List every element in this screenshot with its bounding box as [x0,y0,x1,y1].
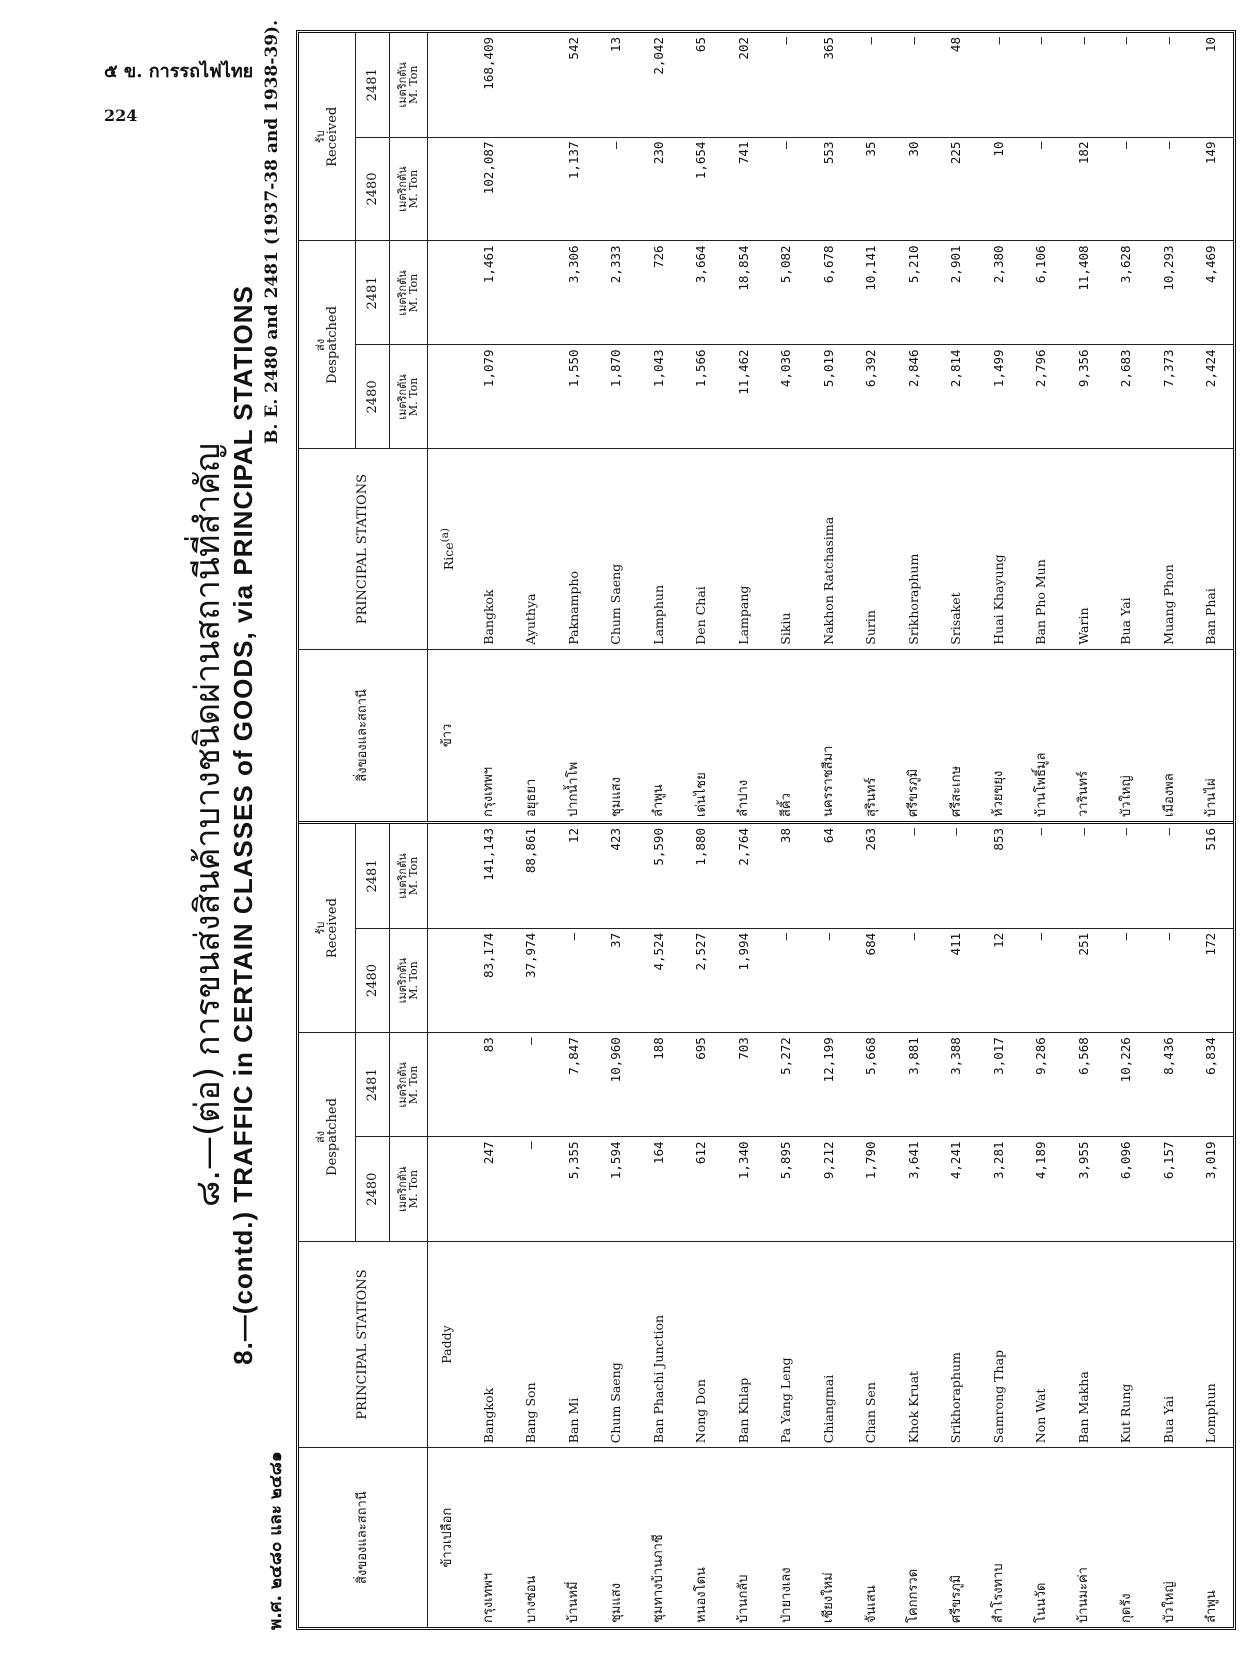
station-thai: ศรีขรภูมิ [948,1574,964,1623]
col-thai-station: สิ่งของและสถานี [299,1448,427,1627]
received-2480: — [1020,928,1063,1032]
station-english: Bua Yai [1148,1241,1191,1447]
received-2480: 30 [893,137,936,241]
despatched-2481: 3,881 [893,1033,936,1137]
received-2481: 1,880 [680,824,723,928]
station-thai: กรุงเทพฯ [481,1572,497,1623]
table-row [808,824,851,1627]
received-2480: 1,994 [723,928,766,1032]
station-thai: ชุมทางบ้านภาชี [651,1534,667,1623]
table-row [553,824,596,1627]
received-2481: 365 [808,33,851,137]
col-year: 2480 [355,928,389,1032]
station-english: Bua Yai [1105,449,1148,649]
station-thai: ปากน้ำโพ [566,761,582,817]
category-note: (a) [438,528,451,543]
despatched-2481: 2,380 [978,241,1021,345]
rice-table [299,33,1233,824]
received-2481: — [935,824,978,928]
station-english: Chum Saeng [595,1241,638,1447]
station-english: Ban Pho Mun [1020,449,1063,649]
station-english: Lomphun [1190,1241,1233,1447]
received-2481: 65 [680,33,723,137]
despatched-2480: 3,641 [893,1137,936,1241]
category-english: Rice$^{(a)}$ [427,449,468,649]
received-2480: 411 [935,928,978,1032]
col-year: 2480 [355,345,389,449]
station-english: Bangkok [468,1241,511,1447]
despatched-2480: 1,499 [978,345,1021,449]
received-2480: 251 [1063,928,1106,1032]
despatched-2480: 2,683 [1105,345,1148,449]
despatched-2481: 188 [638,1033,681,1137]
received-2481: 2,764 [723,824,766,928]
station-english: Samrong Thap [978,1241,1021,1447]
received-2481: 5,590 [638,824,681,928]
received-2480: 553 [808,137,851,241]
despatched-2480: 2,424 [1190,345,1233,449]
despatched-2481: 3,664 [680,241,723,345]
col-principal-stations: PRINCIPAL STATIONS [299,449,427,649]
received-2480: 83,174 [468,928,511,1032]
received-2480: — [1105,137,1148,241]
station-thai: อยุธยา [523,778,539,817]
station-thai: เด่นไชย [693,772,709,817]
despatched-2480: 11,462 [723,345,766,449]
received-2480: — [1105,928,1148,1032]
received-2481: 202 [723,33,766,137]
despatched-2481: 3,388 [935,1033,978,1137]
received-2480: — [1148,137,1191,241]
despatched-2481: 18,854 [723,241,766,345]
despatched-2481: 1,461 [468,241,511,345]
col-year: 2481 [355,824,389,928]
despatched-2480: 247 [468,1137,511,1241]
despatched-2481: 703 [723,1033,766,1137]
col-unit: เมตริกตัน M. Ton [389,137,427,241]
station-thai: เมืองพล [1161,773,1177,817]
years-english: B. E. 2480 and 2481 (1937-38 and 1938-39). [262,20,282,444]
received-2480: 741 [723,137,766,241]
received-2480: — [765,137,808,241]
category-english: Paddy [427,1241,468,1447]
despatched-2481: 4,469 [1190,241,1233,345]
station-thai: ห้วยขยุง [991,770,1007,817]
received-2481: — [765,33,808,137]
station-thai: วารินทร์ [1076,770,1092,817]
station-thai: สุรินทร์ [863,777,879,817]
station-thai: โคกกรวด [906,1568,922,1623]
station-thai: สำโรงทาบ [991,1563,1007,1623]
station-english: Lampang [723,449,766,649]
paddy-table [299,824,1233,1627]
received-2481: 38 [765,824,808,928]
station-english: Srisaket [935,449,978,649]
station-english: Muang Phon [1148,449,1191,649]
despatched-2480: 4,189 [1020,1137,1063,1241]
category-thai: ข้าวเปลือก [440,1507,455,1568]
received-2480: 102,087 [468,137,511,241]
table-row [1063,824,1106,1627]
category-thai: ข้าว [440,723,455,748]
despatched-2480: 9,212 [808,1137,851,1241]
page-number: 224 [104,106,138,125]
station-english: Kut Rung [1105,1241,1148,1447]
station-thai: เชียงใหม่ [821,1572,837,1623]
table-row [1020,824,1063,1627]
col-unit: เมตริกตัน M. Ton [389,345,427,449]
table-row [1105,33,1148,823]
despatched-2480: 6,096 [1105,1137,1148,1241]
table-row [850,33,893,823]
despatched-2481: 3,306 [553,241,596,345]
table-row [1063,33,1106,823]
traffic-table [296,30,1236,1630]
despatched-2481: 12,199 [808,1033,851,1137]
table-row [553,33,596,823]
col-despatched: ส่ง Despatched [299,241,355,449]
received-2481: 263 [850,824,893,928]
col-unit: เมตริกตัน M. Ton [389,928,427,1032]
despatched-2480: 1,566 [680,345,723,449]
table-row [595,824,638,1627]
station-thai: จันเสน [863,1585,879,1623]
station-english: Non Wat [1020,1241,1063,1447]
station-english: Khok Kruat [893,1241,936,1447]
station-thai: บ้านมะค่า [1076,1567,1092,1623]
received-2480: — [808,928,851,1032]
station-thai: บ้านไผ่ [1204,778,1220,817]
station-thai: หนองโดน [693,1567,709,1623]
received-2481: — [1148,824,1191,928]
table-row [935,33,978,823]
received-2481: — [1063,824,1106,928]
received-2481: — [893,33,936,137]
despatched-2480: 6,392 [850,345,893,449]
table-row [978,824,1021,1627]
station-thai: ศรีขรภูมิ [906,768,922,817]
despatched-2481: 6,106 [1020,241,1063,345]
col-unit: เมตริกตัน M. Ton [389,824,427,928]
despatched-2481: 2,333 [595,241,638,345]
received-2480: 1,137 [553,137,596,241]
station-thai: บ้านหมี่ [566,1581,582,1623]
despatched-2480: 1,594 [595,1137,638,1241]
table-row [680,33,723,823]
running-header: ๕ ข. การรถไฟไทย [104,61,254,82]
received-2480: 684 [850,928,893,1032]
received-2480: 182 [1063,137,1106,241]
col-unit: เมตริกตัน M. Ton [389,241,427,345]
station-thai: ชุมแสง [608,1582,624,1623]
despatched-2480: 2,796 [1020,345,1063,449]
station-english: Surin [850,449,893,649]
col-year: 2481 [355,1033,389,1137]
received-2481: 64 [808,824,851,928]
received-2481: 542 [553,33,596,137]
received-2481: — [1020,33,1063,137]
received-2480: 149 [1190,137,1233,241]
station-english: Ban Makha [1063,1241,1106,1447]
station-english: Ban Khlap [723,1241,766,1447]
station-english: Chiangmai [808,1241,851,1447]
table-row [638,33,681,823]
received-2481: — [1105,33,1148,137]
despatched-2481: 83 [468,1033,511,1137]
despatched-2481: 9,286 [1020,1033,1063,1137]
table-row [978,33,1021,823]
col-year: 2480 [355,1137,389,1241]
received-2480: — [1148,928,1191,1032]
despatched-2481: 8,436 [1148,1033,1191,1137]
station-thai: บัวใหญ่ [1118,775,1134,817]
despatched-2480: 5,019 [808,345,851,449]
despatched-2480: 164 [638,1137,681,1241]
received-2480: — [1020,137,1063,241]
received-2480: — [765,928,808,1032]
category-row [427,33,468,823]
despatched-2480: 1,550 [553,345,596,449]
received-2481: 48 [935,33,978,137]
despatched-2481: 3,628 [1105,241,1148,345]
despatched-2481: 11,408 [1063,241,1106,345]
station-english: Bangkok [468,449,511,649]
station-thai: บางซ่อน [523,1575,539,1623]
despatched-2481: 2,901 [935,241,978,345]
received-2480: 230 [638,137,681,241]
table-row [765,824,808,1627]
col-despatched: ส่ง Despatched [299,1033,355,1242]
despatched-2481: 10,293 [1148,241,1191,345]
station-english: Ayuthya [510,449,553,649]
station-english: Ban Phachi Junction [638,1241,681,1447]
despatched-2481: 6,568 [1063,1033,1106,1137]
despatched-2480: 5,895 [765,1137,808,1241]
received-2481: — [1020,824,1063,928]
station-english: Sikiu [765,449,808,649]
despatched-2481 [510,241,553,345]
despatched-2481: 695 [680,1033,723,1137]
table-row [935,824,978,1627]
col-received: รับ Received [299,33,355,241]
received-2481: 141,143 [468,824,511,928]
table-row [723,33,766,823]
years-thai: พ.ศ. ๒๔๘๐ และ ๒๔๘๑ [266,1451,286,1630]
station-english: Bang Son [510,1241,553,1447]
table-row [1105,824,1148,1627]
despatched-2480: 612 [680,1137,723,1241]
received-2480 [510,137,553,241]
despatched-2480: 7,373 [1148,345,1191,449]
received-2480: 2,527 [680,928,723,1032]
despatched-2480: 9,356 [1063,345,1106,449]
despatched-2481: 726 [638,241,681,345]
received-2480: 35 [850,137,893,241]
table-row [638,824,681,1627]
received-2481: 10 [1190,33,1233,137]
despatched-2481: 6,834 [1190,1033,1233,1137]
col-principal-stations: PRINCIPAL STATIONS [299,1241,427,1447]
table-row [1148,33,1191,823]
station-english: Nong Don [680,1241,723,1447]
table-row [468,824,511,1627]
received-2481: — [850,33,893,137]
received-2481: 12 [553,824,596,928]
station-thai: ลำปาง [736,779,752,817]
table-row [850,824,893,1627]
received-2480: 37,974 [510,928,553,1032]
station-thai: นครราชสีมา [821,745,837,817]
table-row [510,33,553,823]
despatched-2480: — [510,1137,553,1241]
table-row [1190,824,1233,1627]
despatched-2481: 5,668 [850,1033,893,1137]
despatched-2480: 3,955 [1063,1137,1106,1241]
despatched-2481: 5,082 [765,241,808,345]
received-2480: 37 [595,928,638,1032]
despatched-2480: 2,814 [935,345,978,449]
rotated-table-page [180,20,1240,1630]
received-2480: 4,524 [638,928,681,1032]
table-row [1148,824,1191,1627]
received-2480: 1,654 [680,137,723,241]
station-english: Warin [1063,449,1106,649]
col-thai-station: สิ่งของและสถานี [299,649,427,822]
station-thai: สีคิ้ว [778,793,794,817]
col-unit: เมตริกตัน M. Ton [389,33,427,137]
received-2481: 516 [1190,824,1233,928]
table-row [1020,33,1063,823]
station-thai: ศรีสะเกษ [948,765,964,817]
despatched-2481: 3,017 [978,1033,1021,1137]
despatched-2481: — [510,1033,553,1137]
station-english: Chan Sen [850,1241,893,1447]
table-row [808,33,851,823]
title-english: 8.—(contd.) TRAFFIC in CERTAIN CLASSES of GOODS, via PRINCIPAL STATIONS [228,285,258,1365]
received-2481 [510,33,553,137]
received-2481: 13 [595,33,638,137]
table-row [595,33,638,823]
despatched-2481: 10,226 [1105,1033,1148,1137]
received-2480: 12 [978,928,1021,1032]
station-thai: ลำพูน [1204,1590,1220,1623]
station-thai: ป่ายางเลง [778,1567,794,1623]
received-2481: 88,861 [510,824,553,928]
received-2480: — [893,928,936,1032]
table-row [1190,33,1233,823]
received-2480: 10 [978,137,1021,241]
despatched-2481: 5,272 [765,1033,808,1137]
received-2481: — [1063,33,1106,137]
received-2480: 225 [935,137,978,241]
col-year: 2481 [355,33,389,137]
station-english: Srikhoraphum [935,1241,978,1447]
received-2480: — [553,928,596,1032]
despatched-2480: 3,281 [978,1137,1021,1241]
station-thai: ชุมแสง [608,776,624,817]
station-thai: กุดรัง [1118,1593,1134,1623]
title-thai: ๘.—(ต่อ) การขนส่งสินค้าบางชนิดผ่านสถานีที่สำคัญ [188,442,228,1208]
category-row [427,824,468,1627]
station-thai: บ้านโพธิ์มูล [1033,752,1049,817]
table-row [723,824,766,1627]
station-english: Den Chai [680,449,723,649]
station-thai: โนนวัด [1033,1582,1049,1623]
received-2480: — [595,137,638,241]
received-2481: 853 [978,824,1021,928]
station-thai: ลำพูน [651,784,667,817]
col-year: 2481 [355,241,389,345]
col-unit: เมตริกตัน M. Ton [389,1137,427,1241]
despatched-2480: 1,790 [850,1137,893,1241]
despatched-2481: 6,678 [808,241,851,345]
received-2481: 423 [595,824,638,928]
table-row [765,33,808,823]
station-english: Chum Saeng [595,449,638,649]
despatched-2480: 1,340 [723,1137,766,1241]
despatched-2481: 10,960 [595,1033,638,1137]
despatched-2481: 7,847 [553,1033,596,1137]
received-2481: — [893,824,936,928]
station-thai: บ้านกลับ [736,1574,752,1623]
despatched-2480: 1,079 [468,345,511,449]
received-2481: 2,042 [638,33,681,137]
station-english: Ban Mi [553,1241,596,1447]
despatched-2480: 2,846 [893,345,936,449]
despatched-2480: 5,355 [553,1137,596,1241]
despatched-2481: 10,141 [850,241,893,345]
station-english: Huai Khayung [978,449,1021,649]
station-thai: กรุงเทพฯ [481,766,497,817]
received-2481: — [978,33,1021,137]
received-2481: 168,409 [468,33,511,137]
station-english: Srikhoraphum [893,449,936,649]
despatched-2480: 4,241 [935,1137,978,1241]
despatched-2480: 1,043 [638,345,681,449]
received-2480: 172 [1190,928,1233,1032]
despatched-2480: 1,870 [595,345,638,449]
received-2481: — [1148,33,1191,137]
table-row [893,824,936,1627]
col-unit: เมตริกตัน M. Ton [389,1033,427,1137]
station-english: Nakhon Ratchasima [808,449,851,649]
table-row [893,33,936,823]
station-english: Ban Phai [1190,449,1233,649]
despatched-2480 [510,345,553,449]
col-year: 2480 [355,137,389,241]
despatched-2480: 3,019 [1190,1137,1233,1241]
station-english: Lamphun [638,449,681,649]
station-thai: บัวใหญ่ [1161,1581,1177,1623]
table-row [680,824,723,1627]
despatched-2480: 6,157 [1148,1137,1191,1241]
despatched-2480: 4,036 [765,345,808,449]
station-english: Paknampho [553,449,596,649]
despatched-2481: 5,210 [893,241,936,345]
table-row [510,824,553,1627]
received-2481: — [1105,824,1148,928]
table-row [468,33,511,823]
station-english: Pa Yang Leng [765,1241,808,1447]
col-received: รับ Received [299,824,355,1033]
